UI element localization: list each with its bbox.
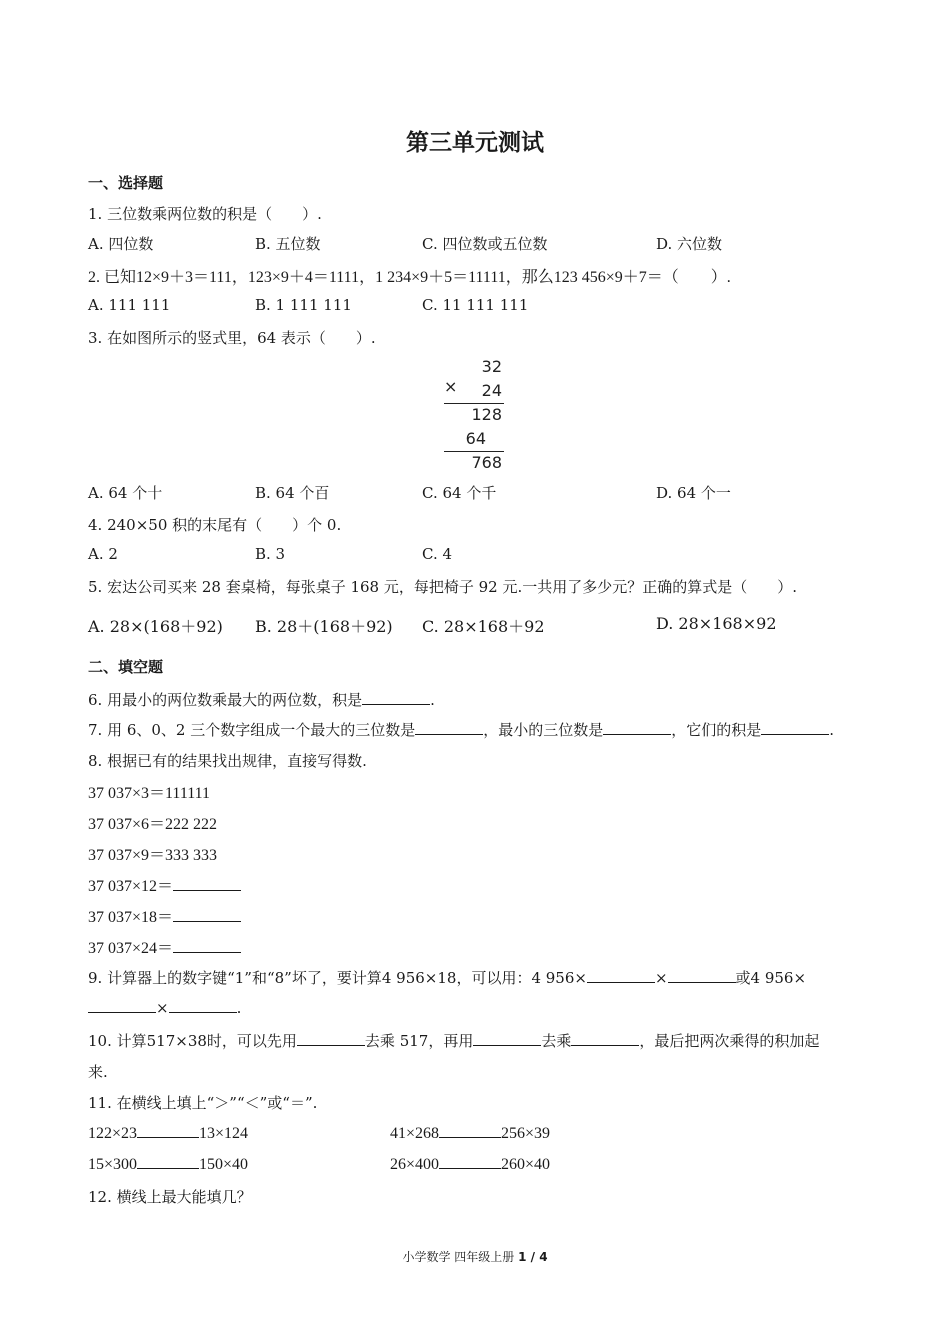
q11-1-right: 13×124	[199, 1125, 249, 1142]
page-title: 第三单元测试	[406, 130, 544, 156]
q11-4-right: 260×40	[501, 1156, 551, 1173]
q11-3-right: 150×40	[199, 1156, 249, 1173]
question-4-stem: 4. 240×50 积的末尾有（ ）个 0.	[88, 516, 342, 534]
q8-row-1: 37 037×3＝111111	[88, 785, 211, 802]
q8-row-2: 37 037×6＝222 222	[88, 816, 218, 833]
question-8-stem: 8. 根据已有的结果找出规律，直接写得数.	[88, 752, 367, 770]
question-9-line-1	[88, 967, 806, 988]
q8-row-5	[88, 904, 241, 927]
q7-blank-smallest[interactable]	[603, 720, 671, 735]
figure-partial-product-1: 128	[471, 405, 502, 424]
q5-option-b: B. 28＋(168＋92)	[255, 617, 393, 636]
q8-row-4	[88, 873, 241, 896]
q7-text-a: 7. 用 6、0、2 三个数字组成一个最大的三位数是	[88, 721, 416, 739]
q5-option-a: A. 28×(168＋92)	[88, 617, 223, 636]
q11-compare-1	[88, 1123, 248, 1143]
q4-option-c: C. 4	[422, 545, 453, 563]
q11-compare-4	[390, 1154, 550, 1174]
q5-option-c: C. 28×168＋92	[422, 617, 545, 636]
question-3-stem: 3. 在如图所示的竖式里，64 表示（ ）.	[88, 329, 376, 347]
page-number: 1 / 4	[518, 1250, 548, 1264]
q3-option-c: C. 64 个千	[422, 484, 497, 502]
figure-partial-product-2: 64	[465, 429, 486, 448]
q10-blank-3[interactable]	[571, 1031, 639, 1046]
q11-compare-2	[390, 1123, 550, 1143]
q3-option-d: D. 64 个一	[656, 484, 731, 502]
q11-4-blank[interactable]	[439, 1154, 501, 1169]
section-choice-heading: 一、选择题	[88, 174, 164, 192]
q8-row-6-blank[interactable]	[173, 938, 241, 953]
q6-text: 6. 用最小的两位数乘最大的两位数，积是	[88, 691, 363, 709]
q9-blank-4[interactable]	[169, 998, 237, 1013]
q9-text-c: 或4 956×	[735, 969, 807, 987]
q11-3-blank[interactable]	[137, 1154, 199, 1169]
section-fill-heading: 二、填空题	[88, 658, 164, 676]
q7-blank-product[interactable]	[761, 720, 829, 735]
question-12-stem: 12. 横线上最大能填几？	[88, 1188, 252, 1206]
q2-option-a: A. 111 111	[88, 296, 171, 314]
q11-2-left: 41×268	[390, 1125, 440, 1142]
q11-3-left: 15×300	[88, 1156, 138, 1173]
q8-row-5-blank[interactable]	[173, 907, 241, 922]
q7-blank-largest[interactable]	[415, 720, 483, 735]
q8-row-3: 37 037×9＝333 333	[88, 847, 218, 864]
q9-blank-1[interactable]	[587, 968, 655, 983]
q7-text-c: ，它们的积是	[671, 721, 762, 739]
question-7	[88, 719, 834, 740]
q3-option-a: A. 64 个十	[88, 484, 163, 502]
q9-text-a: 9. 计算器上的数字键“1”和“8”坏了，要计算4 956×18，可以用：4 956×	[88, 969, 587, 987]
q10-blank-1[interactable]	[297, 1031, 365, 1046]
page-footer	[0, 1248, 950, 1265]
q8-row-5-text: 37 037×18＝	[88, 909, 174, 926]
q9-text-b: ×	[654, 969, 668, 987]
q3-option-b: B. 64 个百	[255, 484, 330, 502]
q11-1-blank[interactable]	[137, 1123, 199, 1138]
q10-blank-2[interactable]	[473, 1031, 541, 1046]
question-10-line-2: 来.	[88, 1063, 108, 1081]
figure-multiplier: 24	[481, 381, 502, 400]
question-2-stem: 2. 已知12×9＋3＝111，123×9＋4＝1111，1 234×9＋5＝11111，那么123 456×9＋7＝（ ）.	[88, 269, 731, 286]
q11-1-left: 122×23	[88, 1125, 138, 1142]
q1-option-a: A. 四位数	[88, 235, 154, 253]
figure-times-sign: ×	[444, 377, 458, 396]
q5-option-d: D. 28×168×92	[656, 614, 777, 633]
q2-option-c: C. 11 111 111	[422, 296, 529, 314]
q11-2-blank[interactable]	[439, 1123, 501, 1138]
footer-text: 小学数学 四年级上册	[402, 1250, 515, 1264]
q9-end: .	[236, 999, 242, 1017]
figure-result: 768	[471, 453, 502, 472]
q2-option-b: B. 1 111 111	[255, 296, 352, 314]
q9-blank-3[interactable]	[88, 998, 156, 1013]
q1-option-b: B. 五位数	[255, 235, 321, 253]
figure-multiplicand: 32	[481, 357, 502, 376]
q10-text-d: ，最后把两次乘得的积加起	[639, 1032, 820, 1050]
q1-option-d: D. 六位数	[656, 235, 723, 253]
q10-text-a: 10. 计算517×38时，可以先用	[88, 1032, 297, 1050]
q6-end: .	[430, 691, 435, 709]
q8-row-4-blank[interactable]	[173, 876, 241, 891]
question-5-stem: 5. 宏达公司买来 28 套桌椅，每张桌子 168 元，每把椅子 92 元.一共用了多少元？正确的算式是（ ）.	[88, 578, 798, 596]
q9-blank-2[interactable]	[668, 968, 736, 983]
q9-text-d: ×	[156, 999, 169, 1017]
q11-4-left: 26×400	[390, 1156, 440, 1173]
question-9-line-2	[88, 998, 241, 1017]
q6-answer-blank[interactable]	[362, 690, 430, 705]
q8-row-4-text: 37 037×12＝	[88, 878, 174, 895]
q8-row-6	[88, 935, 241, 958]
q10-text-b: 去乘 517，再用	[364, 1032, 474, 1050]
question-10-line-1	[88, 1030, 819, 1051]
q11-2-right: 256×39	[501, 1125, 551, 1142]
q7-text-b: ，最小的三位数是	[483, 721, 604, 739]
question-1-stem: 1. 三位数乘两位数的积是（ ）.	[88, 205, 322, 223]
question-11-stem: 11. 在横线上填上“＞”“＜”或“＝”.	[88, 1094, 318, 1112]
q4-option-b: B. 3	[255, 545, 286, 563]
q7-end: .	[829, 721, 835, 739]
question-6	[88, 689, 435, 710]
figure-rule-1	[444, 403, 504, 404]
q11-compare-3	[88, 1154, 248, 1174]
q8-row-6-text: 37 037×24＝	[88, 940, 174, 957]
q4-option-a: A. 2	[88, 545, 118, 563]
figure-rule-2	[444, 451, 504, 452]
q1-option-c: C. 四位数或五位数	[422, 235, 548, 253]
q10-text-c: 去乘	[541, 1032, 572, 1050]
vertical-multiplication-figure	[440, 355, 512, 475]
